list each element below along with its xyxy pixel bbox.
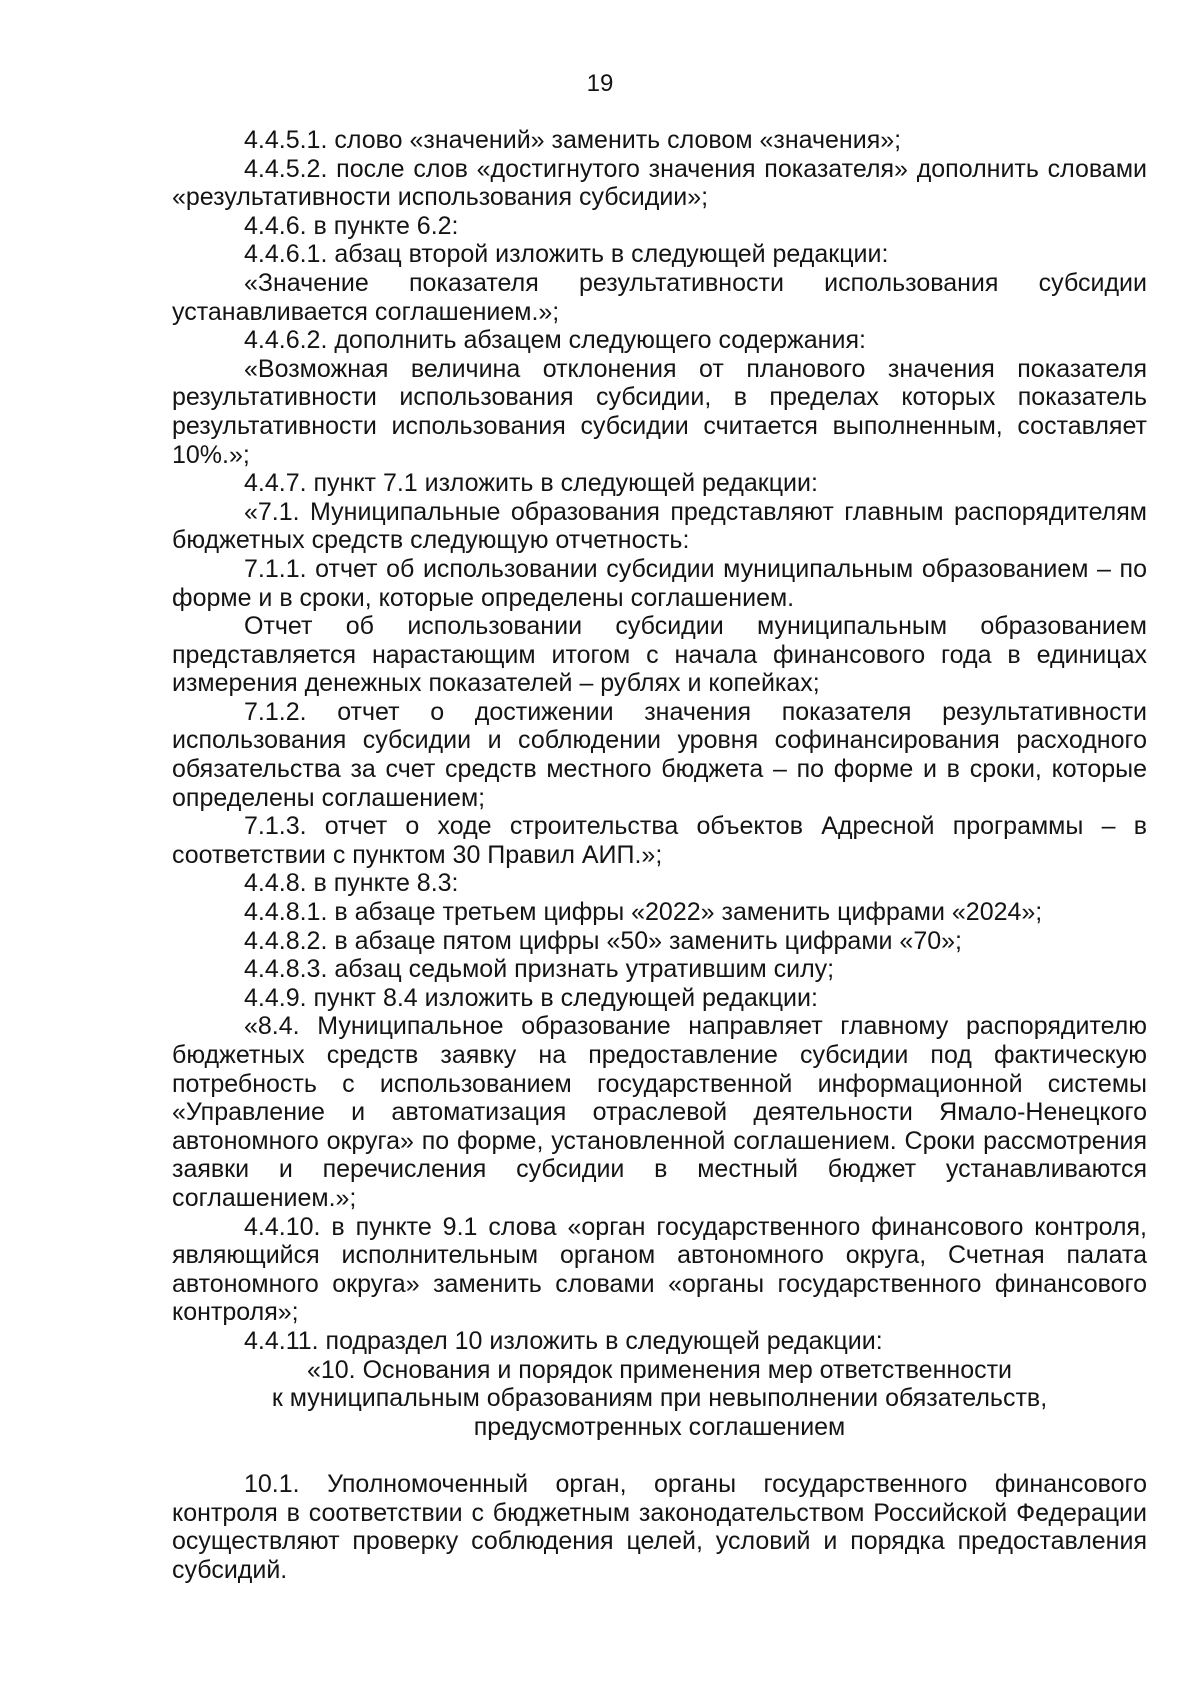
paragraph: 4.4.6.2. дополнить абзацем следующего содержания: [244,326,866,355]
heading-line: «10. Основания и порядок применения мер ответственности [306,1355,1013,1384]
paragraph: 7.1.3. отчет о ходе строительства объектов Адресной программы – в соответствии с пунктом 30 Правил АИП.»; [172,812,1147,869]
paragraph: 4.4.5.2. после слов «достигнутого значения показателя» дополнить словами «результативности использования субсидии»; [172,154,1147,212]
paragraph: 4.4.10. в пункте 9.1 слова «орган государственного финансового контроля, являющийся исполнительным органом автономного округа, Счетная палата автономного округа» заменить словами «органы государственного финансового контроля»; [172,1212,1147,1327]
paragraph: 4.4.9. пункт 8.4 изложить в следующей редакции: [244,983,818,1012]
paragraph: 4.4.6. в пункте 6.2: [244,211,459,240]
paragraph: 4.4.8. в пункте 8.3: [244,869,459,898]
paragraph: «Возможная величина отклонения от планового значения показателя результативности использования субсидии, в пределах которых показатель результативности использования субсидии считается выполненным, составляет 10%.»; [172,354,1147,469]
paragraphs-before-heading [172,126,1147,1356]
paragraph: 7.1.2. отчет о достижении значения показателя результативности использования субсидии и соблюдении уровня софинансирования расходного обязательства за счет средств местного бюджета – по форме и в сроки, которые определены соглашением; [172,697,1147,812]
paragraph: «7.1. Муниципальные образования представляют главным распорядителям бюджетных средств следующую отчетность: [172,497,1147,555]
heading-line: предусмотренных соглашением [473,1412,846,1441]
paragraph: «8.4. Муниципальное образование направляет главному распорядителю бюджетных средств заявку на предоставление субсидии под фактическую потребность с использованием государственной информационной системы «Управление и автоматизация отраслевой деятельности Ямало-Ненецкого автономного округа» по форме, установленной соглашением. Сроки рассмотрения заявки и перечисления субсидии в местный бюджет устанавливаются соглашением.»; [172,1012,1147,1212]
paragraphs-after-heading [172,1470,1147,1584]
paragraph: Отчет об использовании субсидии муниципальным образованием представляется нарастающим итогом с начала финансового года в единицах измерения денежных показателей – рублях и копейках; [172,612,1147,698]
paragraph: 7.1.1. отчет об использовании субсидии муниципальным образованием – по форме и в сроки, которые определены соглашением. [172,554,1147,612]
paragraph: 4.4.8.2. в абзаце пятом цифры «50» заменить цифрами «70»; [244,926,962,955]
page-number: 19 [586,70,614,97]
document-body [172,126,1147,1584]
paragraph: 4.4.8.1. в абзаце третьем цифры «2022» заменить цифрами «2024»; [244,898,1043,927]
paragraph: 4.4.7. пункт 7.1 изложить в следующей редакции: [244,469,818,498]
paragraph: 4.4.8.3. абзац седьмой признать утратившим силу; [244,955,835,984]
paragraph: 10.1. Уполномоченный орган, органы государственного финансового контроля в соответствии с бюджетным законодательством Российской Федерации осуществляют проверку соблюдения целей, условий и порядка предоставления субсидий. [172,1469,1147,1584]
section-heading [172,1356,1147,1442]
heading-line: к муниципальным образованиям при невыполнении обязательств, [271,1384,1048,1413]
paragraph: 4.4.5.1. слово «значений» заменить словом «значения»; [244,126,902,154]
paragraph: «Значение показателя результативности использования субсидии устанавливается соглашением.»; [172,268,1147,326]
paragraph: 4.4.11. подраздел 10 изложить в следующей редакции: [244,1326,883,1355]
paragraph: 4.4.6.1. абзац второй изложить в следующей редакции: [244,240,889,269]
